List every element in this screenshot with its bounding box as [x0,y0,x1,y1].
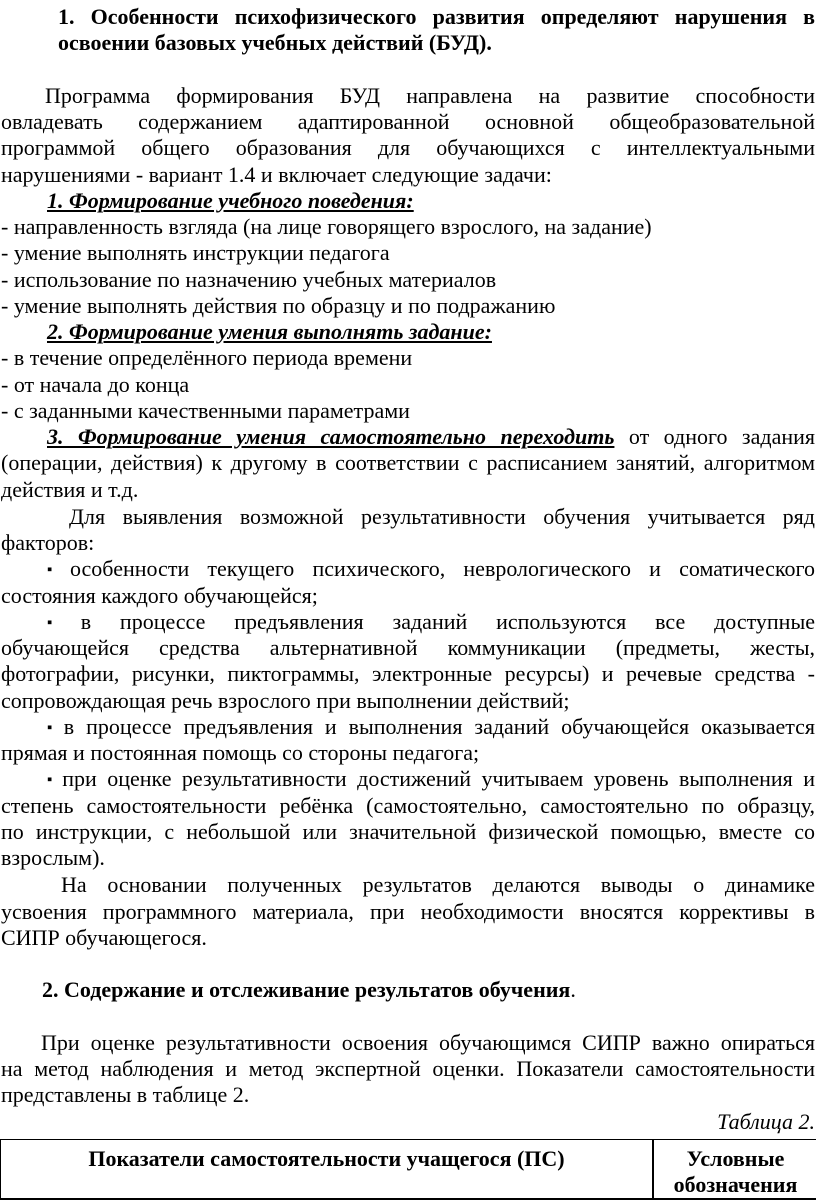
paragraph-line: При оценке результативности освоения обучающимся СИПР важно опираться [41,1029,815,1055]
table-caption: Таблица 2. [717,1108,815,1134]
list-item: - направленность взгляда (на лице говорящего взрослого, на задание) [1,214,652,239]
section-heading-1-cont: освоении базовых учебных действий (БУД). [58,30,492,56]
paragraph-line: факторов: [1,530,95,555]
document-page [1,4,815,1135]
list-item: - от начала до конца [1,371,190,397]
paragraph-line: действия и т.д. [1,476,139,502]
paragraph-line: овладевать содержанием адаптированной основной общеобразовательной [1,109,815,134]
paragraph-line: нарушениями - вариант 1.4 и включает следующие задачи: [1,161,552,187]
paragraph-line: На основании полученных результатов делаются выводы о динамике [61,872,815,898]
table-header-indicators: Показатели самостоятельности учащегося (ПС) [1,1140,654,1200]
section-heading-2-end: . [570,977,576,1003]
paragraph-line: Для выявления возможной результативности обучения учитывается ряд [69,503,815,529]
paragraph-line: Программа формирования БУД направлена на развитие способности [45,82,815,108]
independence-table [0,1139,816,1200]
bullet-item-cont: взрослым). [1,845,105,870]
task-heading-3-line [1,424,815,450]
list-item: - в течение определённого периода времени [1,345,413,371]
list-item: - с заданными качественными параметрами [1,397,410,423]
bullet-item-cont: обучающейся средства альтернативной коммуникации (предметы, жесты, [1,635,815,660]
bullet-item-cont: состояния каждого обучающейся; [1,582,318,608]
bullet-item: ▪ в процессе предъявления и выполнения заданий обучающейся оказывается [1,714,815,740]
bullet-item-cont: сопровождающая речь взрослого при выполнении действий; [1,687,570,713]
paragraph-line: на метод наблюдения и метод экспертной оценки. Показатели самостоятельности [1,1056,815,1081]
section-heading-2-title: 2. Содержание и отслеживание результатов обучения [42,977,571,1003]
bullet-item: ▪ особенности текущего психического, неврологического и соматического [1,556,815,582]
section-heading-2 [1,977,815,1003]
list-item: - умение выполнять инструкции педагога [1,240,390,266]
paragraph-line: СИПР обучающегося. [1,924,207,950]
list-item: - использование по назначению учебных материалов [1,266,497,292]
task-heading-3: 3. Формирование умения самостоятельно переходить [47,424,615,449]
task-heading-2: 2. Формирование умения выполнять задание: [47,319,492,344]
bullet-item-cont: прямая и постоянная помощь со стороны педагога; [1,740,480,765]
task-heading-1: 1. Формирование учебного поведения: [47,187,414,213]
list-item: - умение выполнять действия по образцу и по подражанию [1,292,556,318]
bullet-item: ▪ при оценке результативности достижений учитываем уровень выполнения и [1,766,815,792]
bullet-item-cont: по инструкции, с небольшой или значительной физической помощью, вместе со [1,818,815,844]
bullet-item: ▪ в процессе предъявления заданий используются все доступные [1,609,815,635]
paragraph-line: усвоения программного материала, при необходимости вносятся коррективы в [1,898,815,924]
paragraph-line: программой общего образования для обучающихся с интеллектуальными [1,135,815,161]
bullet-item-cont: степень самостоятельности ребёнка (самостоятельно, самостоятельно по образцу, [1,792,815,818]
task-heading-3-rest: от одного задания [614,424,815,449]
section-heading-1: 1. Особенности психофизического развития определяют нарушения в [58,4,815,29]
paragraph-line: (операции, действия) к другому в соответствии с расписанием занятий, алгоритмом [1,450,815,476]
bullet-item-cont: фотографии, рисунки, пиктограммы, электронные ресурсы) и речевые средства - [1,661,815,687]
table-header-symbols: Условные обозначения [653,1140,816,1200]
table-header-row [1,1140,816,1200]
paragraph-line: представлены в таблице 2. [1,1082,250,1108]
